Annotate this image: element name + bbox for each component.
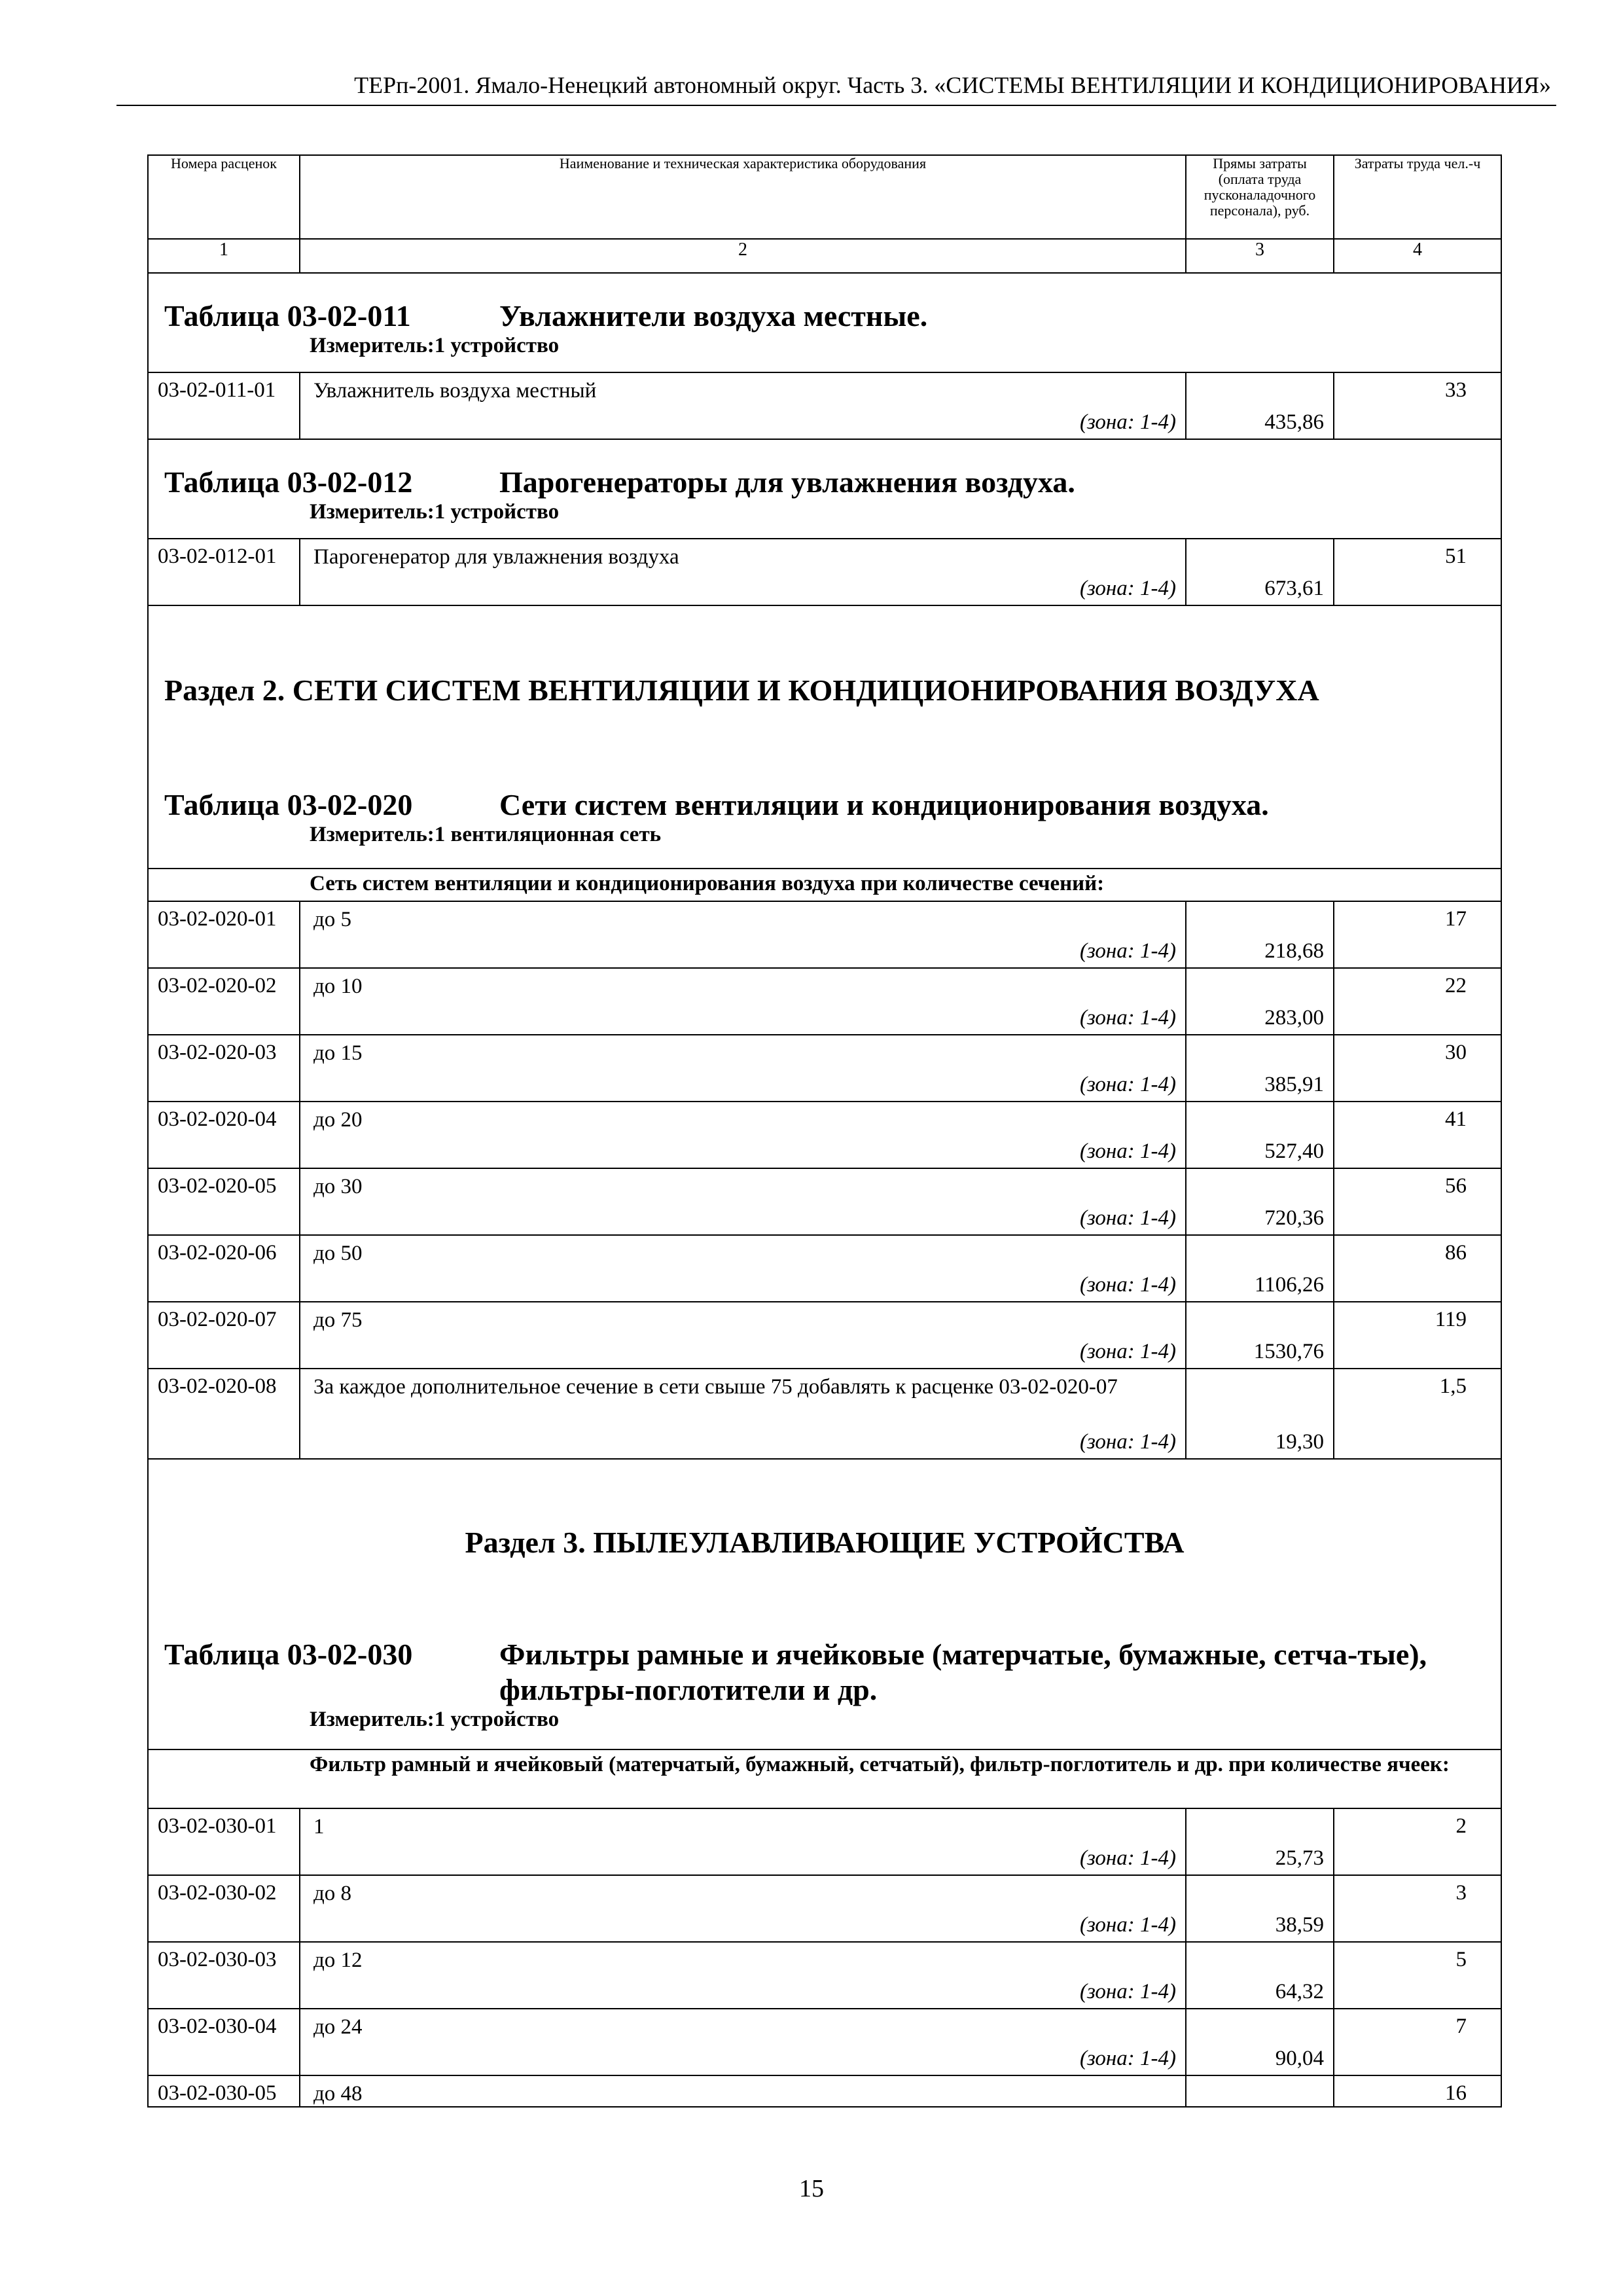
rate-code: 03-02-030-03 — [148, 1942, 300, 2009]
measure-unit: Измеритель:1 устройство — [310, 334, 560, 357]
rate-code: 03-02-030-01 — [148, 1808, 300, 1875]
rate-labor: 5 — [1334, 1942, 1501, 2009]
rate-code: 03-02-020-03 — [148, 1035, 300, 1102]
rate-description: до 8 — [313, 1882, 352, 1905]
rate-labor: 2 — [1334, 1808, 1501, 1875]
rate-price: 1530,76 — [1186, 1302, 1334, 1369]
col-number-3: 3 — [1186, 239, 1334, 273]
rate-code: 03-02-020-08 — [148, 1369, 300, 1459]
column-headers — [148, 155, 1501, 239]
table-row — [148, 1235, 1501, 1302]
table-row — [148, 968, 1501, 1035]
rate-description: до 12 — [313, 1948, 363, 1972]
section-title: Раздел 2. СЕТИ СИСТЕМ ВЕНТИЛЯЦИИ И КОНДИЦИОНИРОВАНИЯ ВОЗДУХА — [164, 673, 1319, 707]
rate-price: 38,59 — [1186, 1875, 1334, 1942]
measure-unit: Измеритель:1 устройство — [310, 500, 560, 524]
rate-labor: 30 — [1334, 1035, 1501, 1102]
table-number: Таблица 03-02-011 — [164, 299, 411, 332]
zone-label: (зона: 1-4) — [1079, 1980, 1176, 2003]
rate-code: 03-02-020-05 — [148, 1168, 300, 1235]
col-header-direct-costs: Прямы затраты (оплата труда пусконаладочного персонала), руб. — [1186, 155, 1334, 239]
rate-description: до 75 — [313, 1308, 363, 1332]
col-number-2: 2 — [300, 239, 1186, 273]
table-row — [148, 1369, 1501, 1459]
table-row — [148, 1035, 1501, 1102]
table-name: Фильтры рамные и ячейковые (матерчатые, бумажные, сетча-тые), фильтры-поглотители и др. — [499, 1638, 1427, 1706]
table-heading-012 — [148, 439, 1501, 539]
col-header-labor: Затраты труда чел.-ч — [1334, 155, 1501, 239]
rate-labor: 16 — [1334, 2075, 1501, 2107]
rate-price: 19,30 — [1186, 1369, 1334, 1459]
table-row — [148, 1302, 1501, 1369]
rate-price: 64,32 — [1186, 1942, 1334, 2009]
zone-label: (зона: 1-4) — [1079, 1139, 1176, 1163]
section-2-heading — [148, 605, 1501, 869]
table-number: Таблица 03-02-030 — [164, 1638, 413, 1671]
rate-labor: 7 — [1334, 2009, 1501, 2075]
zone-label: (зона: 1-4) — [1079, 1913, 1176, 1937]
rate-code: 03-02-030-05 — [148, 2075, 300, 2107]
rate-description: до 5 — [313, 908, 352, 931]
zone-label: (зона: 1-4) — [1079, 577, 1176, 600]
table-row — [148, 901, 1501, 968]
zone-label: (зона: 1-4) — [1079, 1006, 1176, 1030]
table-name: Сети систем вентиляции и кондиционирования воздуха. — [499, 788, 1269, 821]
rate-description: до 24 — [313, 2015, 363, 2039]
table-row — [148, 1875, 1501, 1942]
rate-labor: 33 — [1334, 372, 1501, 439]
rate-price: 90,04 — [1186, 2009, 1334, 2075]
zone-label: (зона: 1-4) — [1079, 1273, 1176, 1297]
table-name: Увлажнители воздуха местные. — [499, 299, 928, 332]
rate-code: 03-02-020-04 — [148, 1102, 300, 1168]
subheading: Сеть систем вентиляции и кондиционирования воздуха при количестве сечений: — [148, 869, 1501, 901]
rate-code: 03-02-020-07 — [148, 1302, 300, 1369]
rate-labor: 17 — [1334, 901, 1501, 968]
rate-labor: 22 — [1334, 968, 1501, 1035]
table-row — [148, 1102, 1501, 1168]
col-number-4: 4 — [1334, 239, 1501, 273]
zone-label: (зона: 1-4) — [1079, 1430, 1176, 1454]
measure-unit: Измеритель:1 вентиляционная сеть — [310, 823, 662, 846]
rate-price: 1106,26 — [1186, 1235, 1334, 1302]
page-number: 15 — [799, 2175, 824, 2202]
table-row — [148, 2009, 1501, 2075]
measure-unit: Измеритель:1 устройство — [310, 1708, 560, 1731]
rate-labor: 86 — [1334, 1235, 1501, 1302]
table-number: Таблица 03-02-012 — [164, 465, 413, 499]
section-3-heading — [148, 1459, 1501, 1749]
rate-labor: 3 — [1334, 1875, 1501, 1942]
subheading-row — [148, 1749, 1501, 1808]
rate-price: 527,40 — [1186, 1102, 1334, 1168]
rate-price: 673,61 — [1186, 539, 1334, 605]
rate-labor: 56 — [1334, 1168, 1501, 1235]
rate-description: до 48 — [313, 2082, 363, 2106]
rate-description: до 50 — [313, 1242, 363, 1265]
rate-price: 385,91 — [1186, 1035, 1334, 1102]
rate-description: За каждое дополнительное сечение в сети свыше 75 добавлять к расценке 03-02-020-07 — [313, 1375, 1118, 1399]
rate-description: 1 — [313, 1815, 325, 1839]
rate-labor: 41 — [1334, 1102, 1501, 1168]
zone-label: (зона: 1-4) — [1079, 1073, 1176, 1096]
rate-description: до 30 — [313, 1175, 363, 1198]
section-title: Раздел 3. ПЫЛЕУЛАВЛИВАЮЩИЕ УСТРОЙСТВА — [465, 1526, 1185, 1559]
rate-labor: 1,5 — [1334, 1369, 1501, 1459]
rate-price: 435,86 — [1186, 372, 1334, 439]
col-number-1: 1 — [148, 239, 300, 273]
rate-code: 03-02-020-06 — [148, 1235, 300, 1302]
rate-price: 720,36 — [1186, 1168, 1334, 1235]
rate-labor: 51 — [1334, 539, 1501, 605]
rate-code: 03-02-020-01 — [148, 901, 300, 968]
zone-label: (зона: 1-4) — [1079, 2047, 1176, 2070]
col-header-description: Наименование и техническая характеристика оборудования — [300, 155, 1186, 239]
table-heading-011 — [148, 273, 1501, 372]
rate-labor: 119 — [1334, 1302, 1501, 1369]
table-row — [148, 372, 1501, 439]
rate-code: 03-02-020-02 — [148, 968, 300, 1035]
zone-label: (зона: 1-4) — [1079, 410, 1176, 434]
rate-description: до 20 — [313, 1108, 363, 1132]
column-numbers — [148, 239, 1501, 273]
header-rule — [116, 105, 1556, 106]
zone-label: (зона: 1-4) — [1079, 1846, 1176, 1870]
table-name: Парогенераторы для увлажнения воздуха. — [499, 465, 1075, 499]
rate-price: 283,00 — [1186, 968, 1334, 1035]
subheading-row — [148, 869, 1501, 901]
table-row — [148, 1942, 1501, 2009]
rate-description: Парогенератор для увлажнения воздуха — [313, 545, 679, 569]
table-row — [148, 1808, 1501, 1875]
page-header: ТЕРп-2001. Ямало-Ненецкий автономный округ. Часть 3. «СИСТЕМЫ ВЕНТИЛЯЦИИ И КОНДИЦИОНИРОВАНИЯ» — [354, 72, 1551, 98]
zone-label: (зона: 1-4) — [1079, 1340, 1176, 1363]
table-row — [148, 539, 1501, 605]
rate-description: до 10 — [313, 975, 363, 998]
zone-label: (зона: 1-4) — [1079, 939, 1176, 963]
rate-price — [1186, 2075, 1334, 2107]
table-row — [148, 2075, 1501, 2107]
rate-description: Увлажнитель воздуха местный — [313, 379, 597, 403]
col-header-codes: Номера расценок — [148, 155, 300, 239]
table-number: Таблица 03-02-020 — [164, 788, 413, 821]
rate-code: 03-02-030-04 — [148, 2009, 300, 2075]
zone-label: (зона: 1-4) — [1079, 1206, 1176, 1230]
rate-code: 03-02-012-01 — [148, 539, 300, 605]
price-table — [147, 154, 1502, 2108]
subheading: Фильтр рамный и ячейковый (матерчатый, бумажный, сетчатый), фильтр-поглотитель и др. при количестве ячеек: — [148, 1749, 1501, 1808]
rate-price: 218,68 — [1186, 901, 1334, 968]
rate-code: 03-02-030-02 — [148, 1875, 300, 1942]
rate-code: 03-02-011-01 — [148, 372, 300, 439]
rate-price: 25,73 — [1186, 1808, 1334, 1875]
rate-description: до 15 — [313, 1041, 363, 1065]
table-row — [148, 1168, 1501, 1235]
